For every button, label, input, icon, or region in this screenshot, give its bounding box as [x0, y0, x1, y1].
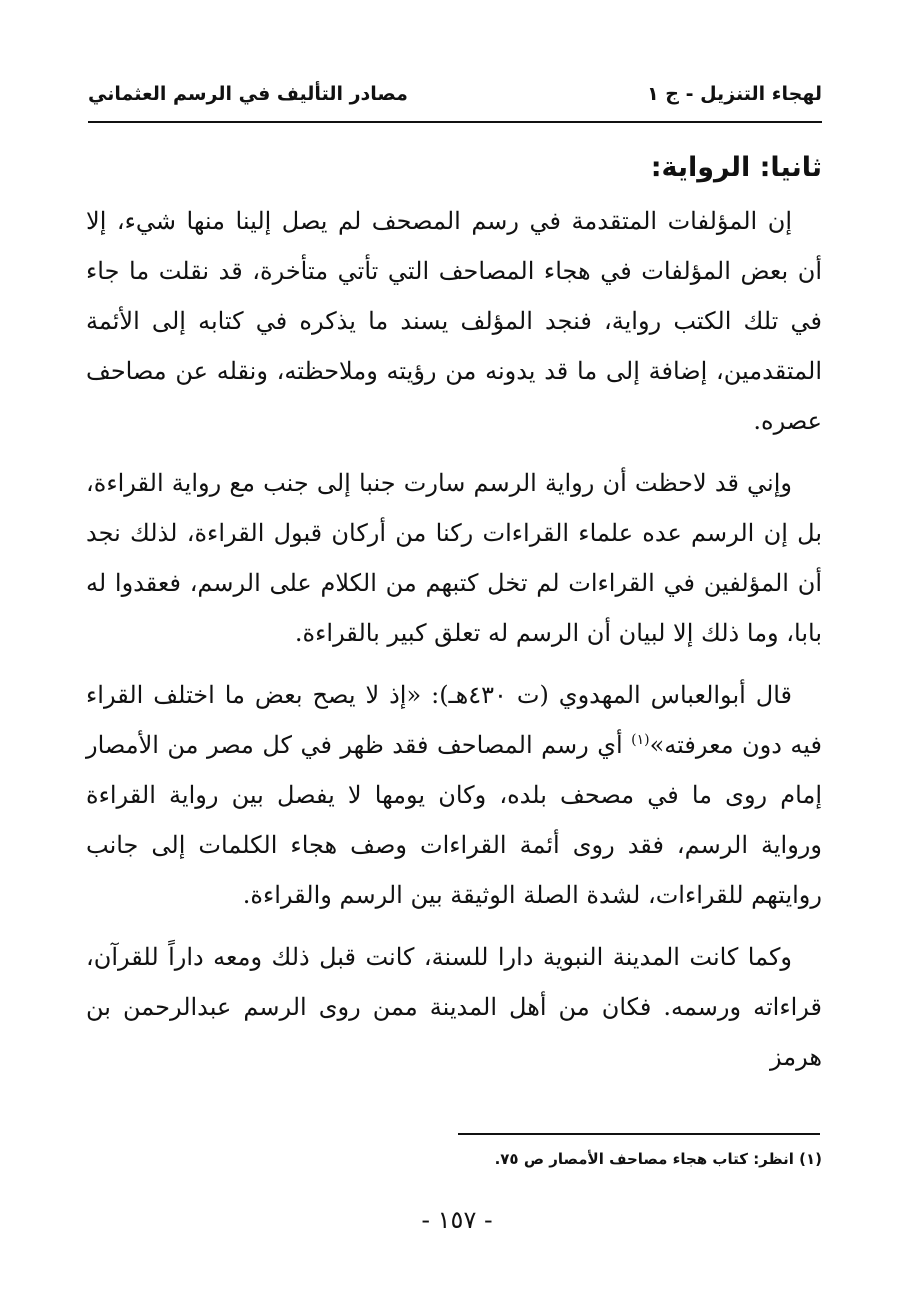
page-number: - ١٥٧ - [421, 1206, 493, 1234]
running-header [88, 74, 822, 114]
footnote-divider [458, 1133, 820, 1135]
footnote: (١) انظر: كتاب هجاء مصاحف الأمصار ص ٧٥. [494, 1150, 822, 1168]
quote-continuation: أي رسم المصاحف فقد ظهر في كل مصر من الأمصار إمام روى ما في مصحف بلده، وكان يومها لا يفصل بين رواية القراءة ورواية الرسم، فقد روى أئمة القراءات وصف هجاء الكلمات إلى جانب روايتهم للقراءات، لشدة الصلة الوثيقة بين الرسم والقراءة. [86, 731, 822, 909]
paragraph-2: وإني قد لاحظت أن رواية الرسم سارت جنبا إلى جنب مع رواية القراءة، بل إن الرسم عده علماء القراءات ركنا من أركان قبول القراءة، لذلك نجد أن المؤلفين في القراءات لم تخل كتبهم من الكلام على الرسم، فعقدوا له بابا، وما ذلك إلا لبيان أن الرسم له تعلق كبير بالقراءة. [86, 469, 822, 647]
main-text [86, 140, 822, 1094]
paragraph-1: إن المؤلفات المتقدمة في رسم المصحف لم يصل إلينا منها شيء، إلا أن بعض المؤلفات في هجاء المصاحف التي تأتي متأخرة، قد نقلت ما جاء في تلك الكتب رواية، فنجد المؤلف يسند ما يذكره في كتابه إلى الأئمة المتقدمين، إضافة إلى ما قد يدونه من رؤيته وملاحظته، ونقله عن مصاحف عصره. [86, 207, 822, 435]
footnote-reference[interactable]: (١) [631, 732, 650, 748]
header-book-title: لهجاء التنزيل - ج ١ [647, 83, 822, 105]
quote-text: قال أبوالعباس المهدوي (ت ٤٣٠هـ): «إذ لا يصح بعض ما اختلف القراء فيه دون معرفته» [86, 681, 822, 759]
section-heading: ثانيا: الرواية: [650, 152, 822, 183]
header-divider [88, 121, 822, 123]
header-chapter-title: مصادر التأليف في الرسم العثماني [88, 83, 408, 105]
paragraph-4: وكما كانت المدينة النبوية دارا للسنة، كانت قبل ذلك ومعه داراً للقرآن، قراءاته ورسمه. فكان من أهل المدينة ممن روى الرسم عبدالرحمن بن هرمز [86, 943, 822, 1071]
paragraph-3 [86, 670, 822, 920]
